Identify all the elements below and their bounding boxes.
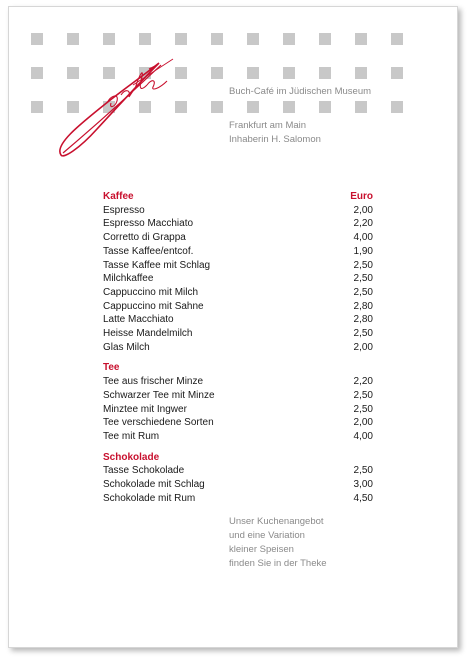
grid-dot: [67, 33, 79, 45]
menu-item-row: [103, 430, 373, 444]
item-price: 2,50: [353, 328, 373, 340]
menu-item-row: [103, 327, 373, 341]
grid-dot: [175, 33, 187, 45]
menu-item-row: [103, 313, 373, 327]
address-owner: Inhaberin H. Salomon: [229, 134, 321, 145]
section-items: [103, 375, 373, 444]
item-price: 2,80: [353, 314, 373, 326]
note-line: Unser Kuchenangebot: [229, 516, 324, 527]
grid-dot: [355, 101, 367, 113]
menu-item-row: [103, 403, 373, 417]
grid-dot: [355, 33, 367, 45]
menu-item-row: [103, 464, 373, 478]
grid-dot: [319, 67, 331, 79]
section-items: [103, 464, 373, 505]
item-price: 2,20: [353, 218, 373, 230]
cafe-signature-logo: [49, 45, 179, 165]
item-name: Tee aus frischer Minze: [103, 376, 204, 388]
grid-dot: [103, 33, 115, 45]
item-price: 1,90: [353, 245, 373, 257]
menu-item-row: [103, 259, 373, 273]
section-items: [103, 204, 373, 355]
item-name: Milchkaffee: [103, 273, 154, 285]
item-price: 2,00: [353, 204, 373, 216]
item-name: Tee mit Rum: [103, 430, 160, 442]
grid-dot: [283, 33, 295, 45]
grid-dot: [211, 33, 223, 45]
section-title: Schokolade: [103, 451, 160, 463]
item-name: Espresso: [103, 204, 145, 216]
grid-dot: [211, 67, 223, 79]
grid-dot: [391, 33, 403, 45]
menu-section-tee: [103, 361, 373, 443]
menu-item-row: [103, 300, 373, 314]
item-price: 2,00: [353, 341, 373, 353]
item-name: Schokolade mit Rum: [103, 492, 196, 504]
section-title: Kaffee: [103, 191, 134, 202]
menu-item-row: [103, 416, 373, 430]
subtitle: Buch-Café im Jüdischen Museum: [229, 86, 372, 97]
item-price: 2,00: [353, 417, 373, 429]
grid-dot: [211, 101, 223, 113]
menu-list: [103, 190, 373, 512]
grid-dot: [31, 101, 43, 113]
grid-dot: [31, 67, 43, 79]
menu-card: [8, 6, 458, 648]
currency-label: Euro: [350, 191, 373, 202]
menu-item-row: [103, 245, 373, 259]
item-name: Latte Macchiato: [103, 314, 174, 326]
section-header: [103, 361, 373, 375]
item-name: Cappuccino mit Sahne: [103, 300, 204, 312]
menu-section-kaffee: [103, 190, 373, 354]
menu-item-row: [103, 375, 373, 389]
item-price: 4,50: [353, 492, 373, 504]
grid-dot: [283, 67, 295, 79]
item-name: Corretto di Grappa: [103, 232, 186, 244]
item-price: 2,80: [353, 300, 373, 312]
note-text: [229, 515, 327, 571]
grid-dot: [139, 33, 151, 45]
menu-item-row: [103, 341, 373, 355]
item-price: 4,00: [353, 430, 373, 442]
note-line: kleiner Speisen: [229, 544, 294, 555]
item-price: 2,50: [353, 259, 373, 271]
grid-dot: [391, 67, 403, 79]
menu-item-row: [103, 478, 373, 492]
grid-dot: [247, 33, 259, 45]
item-name: Espresso Macchiato: [103, 218, 194, 230]
item-name: Tasse Schokolade: [103, 465, 185, 477]
item-name: Tasse Kaffee/entcof.: [103, 245, 194, 257]
section-header: [103, 451, 373, 465]
grid-dot: [283, 101, 295, 113]
menu-item-row: [103, 272, 373, 286]
grid-dot: [319, 101, 331, 113]
menu-item-row: [103, 217, 373, 231]
grid-dot: [319, 33, 331, 45]
item-price: 2,50: [353, 403, 373, 415]
grid-dot: [355, 67, 367, 79]
menu-item-row: [103, 492, 373, 506]
item-name: Schokolade mit Schlag: [103, 479, 205, 491]
item-price: 2,50: [353, 389, 373, 401]
menu-item-row: [103, 204, 373, 218]
grid-dot: [391, 101, 403, 113]
section-title: Tee: [103, 362, 120, 374]
item-price: 3,00: [353, 479, 373, 491]
note-line: finden Sie in der Theke: [229, 558, 327, 569]
item-name: Tee verschiedene Sorten: [103, 417, 214, 429]
item-name: Minztee mit Ingwer: [103, 403, 187, 415]
menu-item-row: [103, 231, 373, 245]
item-name: Tasse Kaffee mit Schlag: [103, 259, 211, 271]
item-price: 2,50: [353, 286, 373, 298]
item-price: 2,20: [353, 376, 373, 388]
grid-dot: [31, 33, 43, 45]
item-name: Glas Milch: [103, 341, 150, 353]
item-price: 2,50: [353, 273, 373, 285]
menu-section-schokolade: [103, 451, 373, 506]
item-name: Cappuccino mit Milch: [103, 286, 199, 298]
menu-item-row: [103, 389, 373, 403]
section-header: [103, 190, 373, 204]
note-line: und eine Variation: [229, 530, 305, 541]
grid-dot: [247, 67, 259, 79]
item-name: Heisse Mandelmilch: [103, 328, 193, 340]
item-name: Schwarzer Tee mit Minze: [103, 389, 215, 401]
address-city: Frankfurt am Main: [229, 120, 307, 131]
item-price: 4,00: [353, 232, 373, 244]
item-price: 2,50: [353, 465, 373, 477]
grid-dot: [247, 101, 259, 113]
menu-item-row: [103, 286, 373, 300]
